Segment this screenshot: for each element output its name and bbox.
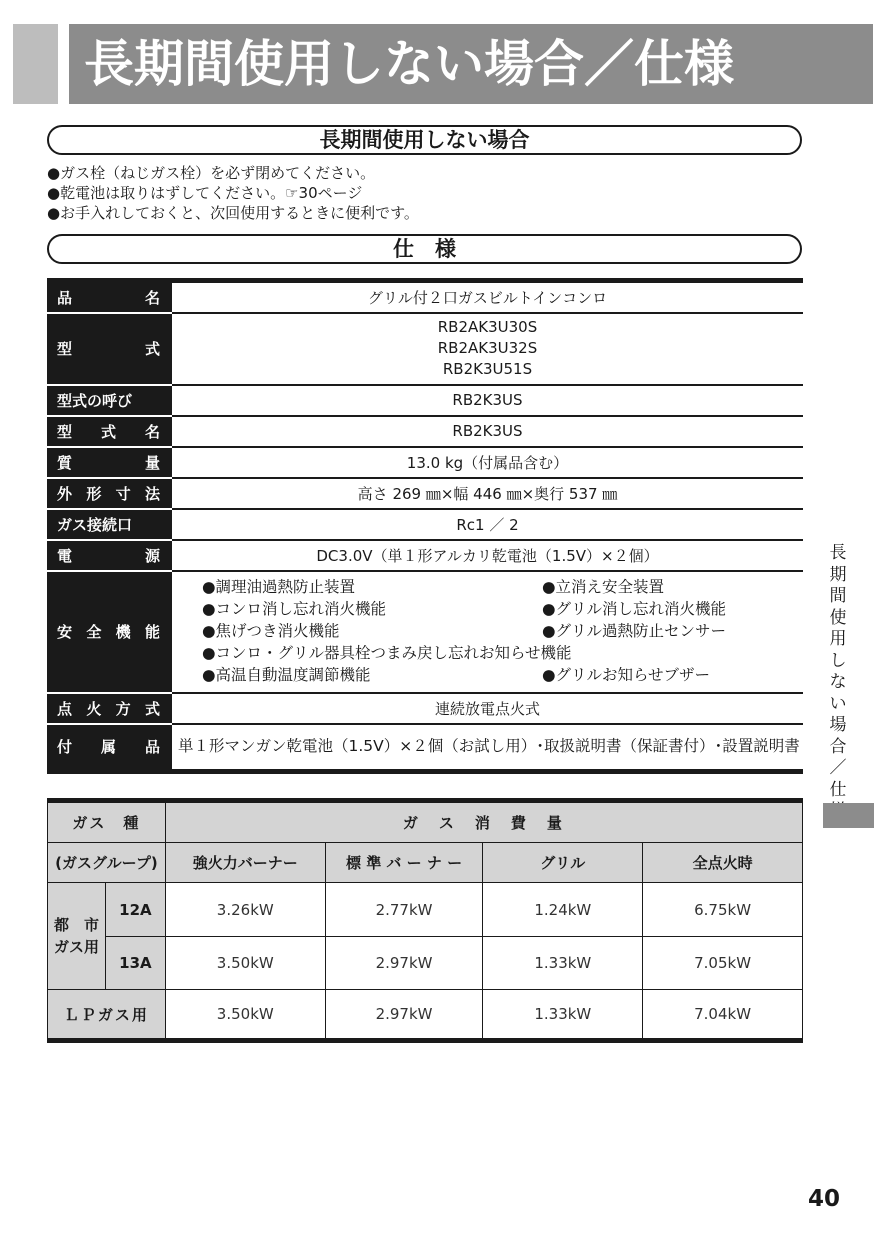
label-char: 寸 bbox=[115, 484, 131, 503]
justified-label bbox=[57, 287, 160, 308]
label-char: 名 bbox=[144, 422, 160, 441]
label-char: 電 bbox=[57, 546, 73, 565]
spec-value-fuzoku: 単１形マンガン乾電池（1.5V）×２個（お試し用）･取扱説明書（保証書付）･設置説明書 bbox=[171, 724, 803, 772]
section-title-spec: 仕 様 bbox=[393, 237, 456, 261]
gas-subheader-row bbox=[48, 843, 803, 883]
safety-feature: ●調理油過熱防止装置 bbox=[202, 577, 356, 596]
col-header-all-on: 全点火時 bbox=[643, 843, 803, 883]
label-char: 属 bbox=[100, 738, 116, 757]
side-tab-marker bbox=[823, 803, 874, 828]
spec-row bbox=[47, 281, 803, 313]
justified-label bbox=[57, 736, 160, 757]
spec-label-hinmei bbox=[47, 281, 171, 313]
model-number: RB2K3U51S bbox=[442, 360, 533, 378]
justified-label bbox=[57, 338, 160, 359]
side-tab-label: 長期間使用しない場合／仕 bbox=[829, 543, 847, 800]
gas-value: 6.75kW bbox=[643, 883, 803, 937]
label-char: 点 bbox=[57, 699, 73, 718]
model-number: RB2AK3U32S bbox=[437, 339, 538, 357]
col-header-grill: グリル bbox=[483, 843, 643, 883]
label-char: 外 bbox=[57, 484, 73, 503]
gas-value: 7.04kW bbox=[643, 990, 803, 1041]
spec-value-dengen: DC3.0V（単１形アルカリ乾電池（1.5V）×２個） bbox=[171, 540, 803, 571]
label-char: 火 bbox=[86, 699, 102, 718]
safety-feature: ●高温自動温度調節機能 bbox=[202, 665, 371, 684]
bullet-item: ●乾電池は取りはずしてください。☞30ページ bbox=[47, 184, 363, 202]
spec-label-gaikei bbox=[47, 478, 171, 509]
gas-consumption-header: ガ ス 消 費 量 bbox=[165, 801, 802, 843]
gas-value: 3.50kW bbox=[165, 990, 325, 1041]
spec-table bbox=[47, 278, 803, 774]
gas-value: 2.97kW bbox=[325, 937, 483, 990]
page-number: 40 bbox=[808, 1186, 841, 1212]
spec-value-yobi: RB2K3US bbox=[171, 385, 803, 416]
gas-value: 3.50kW bbox=[165, 937, 325, 990]
label-char: 源 bbox=[144, 546, 160, 565]
spec-value-hinmei: グリル付２口ガスビルトインコンロ bbox=[171, 281, 803, 313]
long-term-bullets bbox=[47, 163, 419, 223]
spec-row bbox=[47, 509, 803, 540]
justified-label bbox=[57, 621, 160, 642]
city-gas-label-line: 都 市 bbox=[53, 916, 99, 934]
gas-row-12a bbox=[48, 883, 803, 937]
label-char: 式 bbox=[144, 699, 160, 718]
spec-row bbox=[47, 416, 803, 447]
spec-row bbox=[47, 313, 803, 385]
label-char: 質 bbox=[57, 453, 73, 472]
justified-label bbox=[57, 698, 160, 719]
label-char: 全 bbox=[86, 623, 102, 641]
spec-label-fuzoku bbox=[47, 724, 171, 772]
label-char: 名 bbox=[144, 288, 160, 307]
gas-group-lp: ＬＰガス用 bbox=[48, 990, 166, 1041]
bullet-item: ●ガス栓（ねじガス栓）を必ず閉めてください。 bbox=[47, 164, 376, 182]
gas-row-13a bbox=[48, 937, 803, 990]
safety-feature: ●グリル消し忘れ消火機能 bbox=[542, 599, 727, 618]
label-char: 安 bbox=[57, 623, 73, 641]
safety-feature-list bbox=[172, 574, 803, 690]
safety-feature: ●立消え安全装置 bbox=[542, 577, 665, 596]
header-accent-block bbox=[13, 24, 58, 104]
page-title: 長期間使用しない場合／仕様 bbox=[84, 35, 734, 93]
label-char: 型 bbox=[57, 340, 73, 358]
spec-label-katamei bbox=[47, 416, 171, 447]
gas-group-13a: 13A bbox=[105, 937, 165, 990]
label-char: 法 bbox=[144, 484, 160, 503]
gas-value: 1.33kW bbox=[483, 937, 643, 990]
city-gas-label-line: ガス用 bbox=[53, 938, 99, 956]
section-title-long-term: 長期間使用しない場合 bbox=[319, 128, 530, 152]
label-char: 方 bbox=[115, 699, 131, 718]
col-header-strong-burner: 強火力バーナー bbox=[165, 843, 325, 883]
spec-row bbox=[47, 478, 803, 509]
gas-row-lp bbox=[48, 990, 803, 1041]
section-heading-long-term bbox=[47, 125, 802, 155]
gas-value: 2.97kW bbox=[325, 990, 483, 1041]
label-char: 品 bbox=[57, 288, 73, 307]
label-char: 機 bbox=[115, 623, 131, 641]
safety-feature: ●焦げつき消火機能 bbox=[202, 621, 340, 640]
gas-consumption-table bbox=[47, 798, 803, 1043]
label-char: 形 bbox=[86, 484, 102, 503]
safety-feature: ●グリルお知らせブザー bbox=[542, 665, 711, 684]
bullet-item: ●お手入れしておくと、次回使用するときに便利です。 bbox=[47, 204, 419, 222]
justified-label bbox=[57, 421, 160, 442]
spec-value-anzen bbox=[171, 571, 803, 693]
gas-header-row bbox=[48, 801, 803, 843]
spec-label-shitsuryo bbox=[47, 447, 171, 478]
spec-row bbox=[47, 693, 803, 724]
spec-label-setsuzoku: ガス接続口 bbox=[47, 509, 171, 540]
spec-row bbox=[47, 571, 803, 693]
spec-value-katamei: RB2K3US bbox=[171, 416, 803, 447]
gas-group-12a: 12A bbox=[105, 883, 165, 937]
label-char: 式 bbox=[144, 340, 160, 358]
justified-label bbox=[57, 545, 160, 566]
model-number: RB2AK3U30S bbox=[437, 318, 538, 336]
label-char: 付 bbox=[57, 738, 73, 757]
gas-value: 3.26kW bbox=[165, 883, 325, 937]
label-char: 式 bbox=[100, 422, 116, 441]
spec-row bbox=[47, 724, 803, 772]
safety-feature: ●コンロ消し忘れ消火機能 bbox=[202, 599, 387, 618]
safety-feature: ●グリル過熱防止センサー bbox=[542, 621, 727, 640]
label-char: 品 bbox=[144, 738, 160, 757]
spec-value-katashiki bbox=[171, 313, 803, 385]
spec-value-shitsuryo: 13.0 kg（付属品含む） bbox=[171, 447, 803, 478]
spec-row bbox=[47, 540, 803, 571]
label-char: 能 bbox=[144, 623, 160, 641]
label-char: 量 bbox=[144, 453, 160, 472]
spec-row bbox=[47, 385, 803, 416]
spec-value-tenka: 連続放電点火式 bbox=[171, 693, 803, 724]
spec-label-anzen bbox=[47, 571, 171, 693]
spec-value-gaikei: 高さ 269 ㎜×幅 446 ㎜×奥行 537 ㎜ bbox=[171, 478, 803, 509]
spec-row bbox=[47, 447, 803, 478]
gas-type-header: ガス 種 bbox=[48, 801, 166, 843]
section-heading-spec bbox=[47, 234, 802, 264]
gas-value: 2.77kW bbox=[325, 883, 483, 937]
gas-value: 7.05kW bbox=[643, 937, 803, 990]
safety-feature: ●コンロ・グリル器具栓つまみ戻し忘れお知らせ機能 bbox=[202, 643, 572, 662]
col-header-standard-burner: 標 準 バ ー ナ ー bbox=[325, 843, 483, 883]
spec-label-tenka bbox=[47, 693, 171, 724]
label-char: 型 bbox=[57, 422, 73, 441]
justified-label bbox=[57, 483, 160, 504]
spec-value-setsuzoku: Rc1 ／ 2 bbox=[171, 509, 803, 540]
spec-label-katashiki bbox=[47, 313, 171, 385]
gas-value: 1.24kW bbox=[483, 883, 643, 937]
gas-group-header: (ガスグループ) bbox=[48, 843, 166, 883]
gas-value: 1.33kW bbox=[483, 990, 643, 1041]
city-gas-label bbox=[48, 883, 106, 990]
spec-label-yobi: 型式の呼び bbox=[47, 385, 171, 416]
spec-label-dengen bbox=[47, 540, 171, 571]
justified-label bbox=[57, 452, 160, 473]
